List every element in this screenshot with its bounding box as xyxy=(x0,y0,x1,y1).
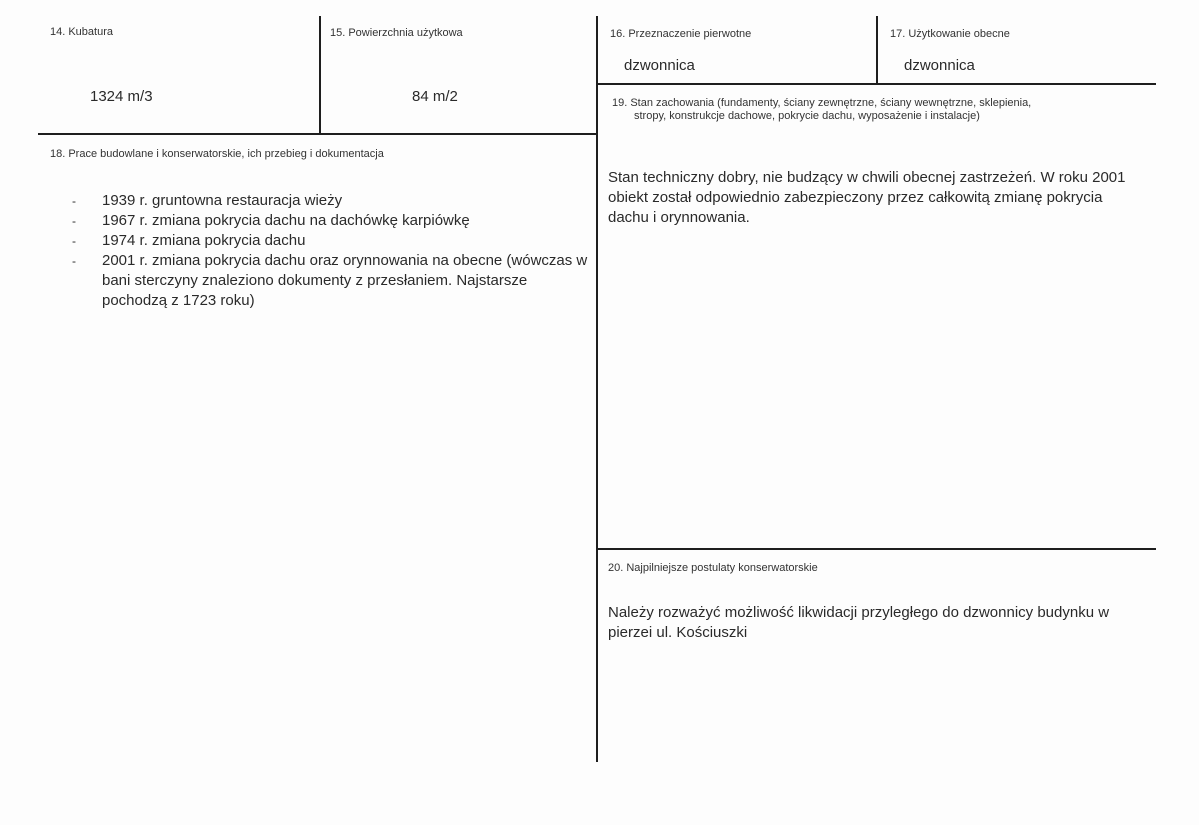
field-18-label: 18. Prace budowlane i konserwatorskie, ich przebieg i dokumentacja xyxy=(50,148,384,160)
list-item-text: 1974 r. zmiana pokrycia dachu xyxy=(102,232,306,249)
field-19-label-line1: 19. Stan zachowania (fundamenty, ściany zewnętrzne, ściany wewnętrzne, sklepienia, xyxy=(612,97,1032,109)
field-19-label-line2: stropy, konstrukcje dachowe, pokrycie dachu, wyposażenie i instalacje) xyxy=(634,110,980,122)
field-14-label: 14. Kubatura xyxy=(50,26,113,38)
field-19-label xyxy=(612,97,1132,123)
divider-horizontal-16-17 xyxy=(596,83,1156,85)
list-item-text: 1967 r. zmiana pokrycia dachu na dachówkę karpiówkę xyxy=(102,212,470,229)
list-item: - 1939 r. gruntowna restauracja wieży xyxy=(72,192,343,209)
field-15-value: 84 m/2 xyxy=(412,88,458,105)
field-16-label: 16. Przeznaczenie pierwotne xyxy=(610,28,752,40)
divider-horizontal-left xyxy=(38,133,598,135)
list-item: - 1974 r. zmiana pokrycia dachu xyxy=(72,232,306,249)
field-18-list xyxy=(72,191,592,311)
list-item: - 1967 r. zmiana pokrycia dachu na dachówkę karpiówkę xyxy=(72,212,470,229)
list-item-text: 2001 r. zmiana pokrycia dachu oraz orynnowania na obecne (wówczas w bani sterczyny znaleziono dokumenty z przesłaniem. Najstarsze pochodzą z 1723 roku) xyxy=(102,252,588,309)
divider-horizontal-19-20 xyxy=(596,548,1156,550)
divider-vertical-16-17 xyxy=(876,16,878,84)
field-17-value: dzwonnica xyxy=(904,57,975,74)
divider-vertical-14-15 xyxy=(319,16,321,134)
field-20-label: 20. Najpilniejsze postulaty konserwatorskie xyxy=(608,562,818,574)
field-14-value: 1324 m/3 xyxy=(90,88,153,105)
field-17-label: 17. Użytkowanie obecne xyxy=(890,28,1010,40)
list-item: - 2001 r. zmiana pokrycia dachu oraz orynnowania na obecne (wówczas w bani sterczyny znaleziono dokumenty z przesłaniem. Najstarsze pochodzą z 1723 roku) xyxy=(72,252,588,309)
field-19-text: Stan techniczny dobry, nie budzący w chwili obecnej zastrzeżeń. W roku 2001 obiekt został odpowiednio zabezpieczony przez całkowitą zmianę pokrycia dachu i orynnowania. xyxy=(608,169,1126,226)
divider-vertical-main xyxy=(596,16,598,762)
field-16-value: dzwonnica xyxy=(624,57,695,74)
field-20-text: Należy rozważyć możliwość likwidacji przyległego do dzwonnicy budynku w pierzei ul. Kościuszki xyxy=(608,604,1110,641)
list-item-text: 1939 r. gruntowna restauracja wieży xyxy=(102,192,343,209)
field-15-label: 15. Powierzchnia użytkowa xyxy=(330,27,463,39)
